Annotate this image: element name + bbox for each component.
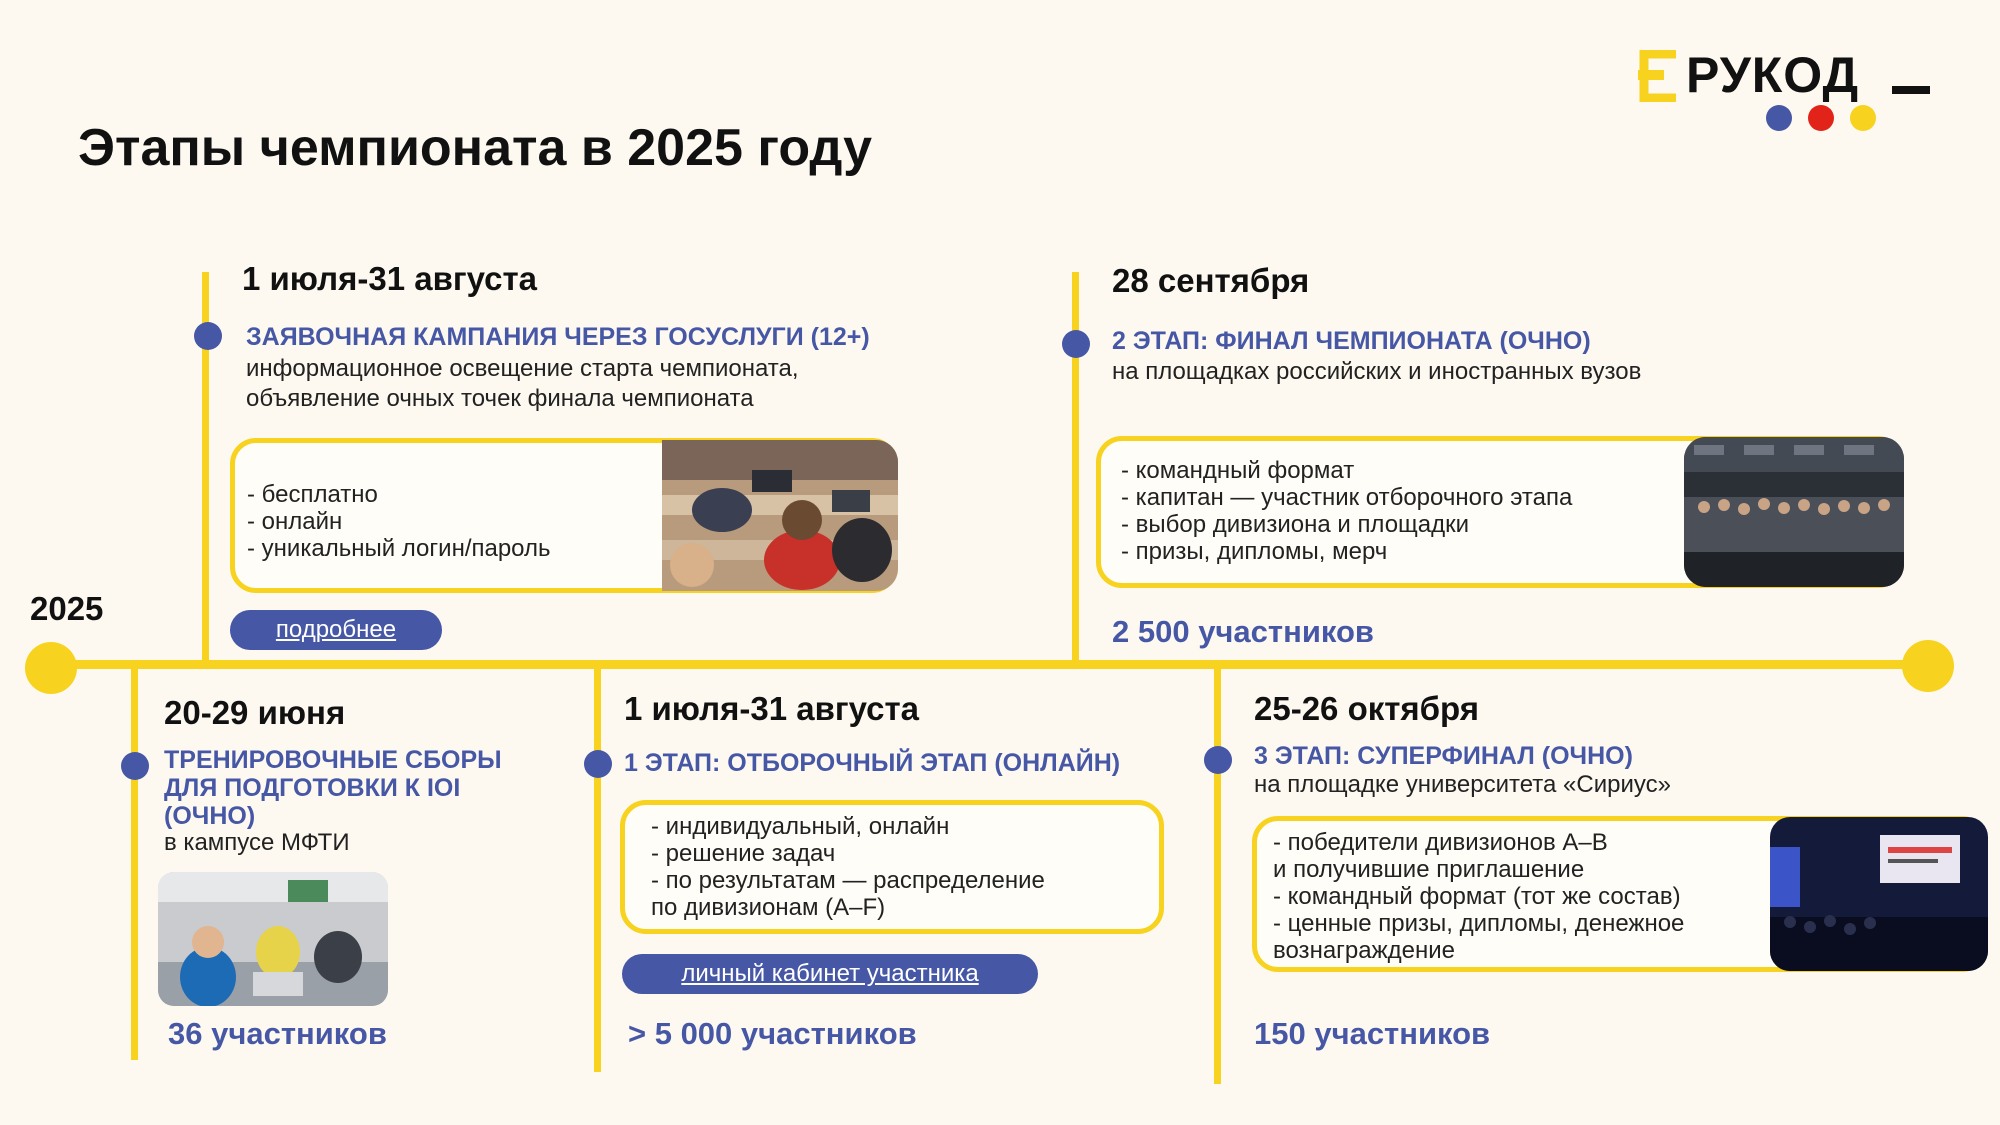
final-heading: 2 ЭТАП: ФИНАЛ ЧЕМПИОНАТА (ОЧНО) — [1112, 327, 1591, 355]
superfinal-subtitle: на площадке университета «Сириус» — [1254, 771, 1671, 798]
registration-bullets — [247, 481, 551, 562]
stage-selection-line — [594, 664, 601, 1072]
list-item: - бесплатно — [247, 481, 378, 508]
training-heading-line1: ТРЕНИРОВОЧНЫЕ СБОРЫ — [164, 746, 502, 774]
list-item: - победители дивизионов A–B — [1273, 829, 1608, 856]
list-item: - командный формат — [1121, 457, 1355, 484]
superfinal-photo — [1770, 817, 1988, 971]
training-heading-line3: (ОЧНО) — [164, 802, 256, 830]
selection-bullets — [651, 813, 1045, 921]
logo-dot-yellow — [1850, 105, 1876, 131]
selection-card — [620, 800, 1164, 934]
computer-lab-photo-illustration — [158, 872, 388, 1006]
registration-subtitle-line1: информационное освещение старта чемпионата, — [246, 355, 799, 382]
training-date: 20-29 июня — [164, 694, 346, 731]
training-count: 36 участников — [168, 1016, 387, 1051]
page-title: Этапы чемпионата в 2025 году — [78, 119, 872, 177]
list-item: - ценные призы, дипломы, денежное — [1273, 910, 1685, 937]
classroom-photo-illustration — [662, 440, 898, 591]
registration-subtitle-line2: объявление очных точек финала чемпионата — [246, 385, 754, 412]
final-subtitle: на площадках российских и иностранных вузов — [1112, 358, 1642, 385]
year-label: 2025 — [30, 590, 104, 627]
final-photo — [1684, 437, 1904, 587]
list-item: по дивизионам (A–F) — [651, 894, 886, 921]
list-item: - выбор дивизиона и площадки — [1121, 511, 1470, 538]
training-dot — [121, 752, 149, 780]
superfinal-bullets — [1273, 829, 1684, 964]
list-item: - решение задач — [651, 840, 836, 867]
selection-count: > 5 000 участников — [628, 1016, 917, 1051]
training-subtitle: в кампусе МФТИ — [164, 829, 350, 856]
registration-date: 1 июля-31 августа — [242, 260, 538, 297]
list-item: вознаграждение — [1273, 937, 1456, 964]
list-item: - командный формат (тот же состав) — [1273, 883, 1681, 910]
participant-account-link-button[interactable]: личный кабинет участника — [622, 954, 1038, 994]
list-item: - призы, дипломы, мерч — [1121, 538, 1388, 565]
logo-underscore — [1892, 86, 1930, 94]
timeline-axis — [50, 660, 1950, 669]
timeline-end-dot — [1902, 640, 1954, 692]
training-photo — [158, 872, 388, 1006]
superfinal-date: 25-26 октября — [1254, 690, 1480, 727]
list-item: - уникальный логин/пароль — [247, 535, 551, 562]
selection-date: 1 июля-31 августа — [624, 690, 920, 727]
selection-dot — [584, 750, 612, 778]
final-date: 28 сентября — [1112, 262, 1310, 299]
logo-dot-red — [1808, 105, 1834, 131]
registration-dot — [194, 322, 222, 350]
registration-heading: ЗАЯВОЧНАЯ КАМПАНИЯ ЧЕРЕЗ ГОСУСЛУГИ (12+) — [246, 323, 870, 351]
superfinal-count: 150 участников — [1254, 1016, 1491, 1051]
list-item: - по результатам — распределение — [651, 867, 1045, 894]
timeline-start-dot — [25, 642, 77, 694]
final-count: 2 500 участников — [1112, 614, 1374, 649]
registration-photo — [662, 440, 898, 591]
details-link-button[interactable]: подробнее — [230, 610, 442, 650]
training-heading-line2: ДЛЯ ПОДГОТОВКИ К IOI — [164, 774, 461, 802]
logo-text: РУКОД — [1686, 47, 1860, 103]
list-item: - капитан — участник отборочного этапа — [1121, 484, 1573, 511]
stage-training-line — [131, 664, 138, 1060]
list-item: и получившие приглашение — [1273, 856, 1585, 883]
group-photo-illustration — [1684, 437, 1904, 587]
logo-bracket-icon — [1636, 50, 1680, 102]
selection-heading: 1 ЭТАП: ОТБОРОЧНЫЙ ЭТАП (ОНЛАЙН) — [624, 749, 1121, 777]
list-item: - индивидуальный, онлайн — [651, 813, 950, 840]
stage-superfinal-line — [1214, 664, 1221, 1084]
final-dot — [1062, 330, 1090, 358]
superfinal-heading: 3 ЭТАП: СУПЕРФИНАЛ (ОЧНО) — [1254, 742, 1633, 770]
logo — [1636, 48, 1936, 138]
list-item: - онлайн — [247, 508, 343, 535]
logo-dot-blue — [1766, 105, 1792, 131]
final-bullets — [1121, 457, 1572, 565]
auditorium-photo-illustration — [1770, 817, 1988, 971]
superfinal-dot — [1204, 746, 1232, 774]
